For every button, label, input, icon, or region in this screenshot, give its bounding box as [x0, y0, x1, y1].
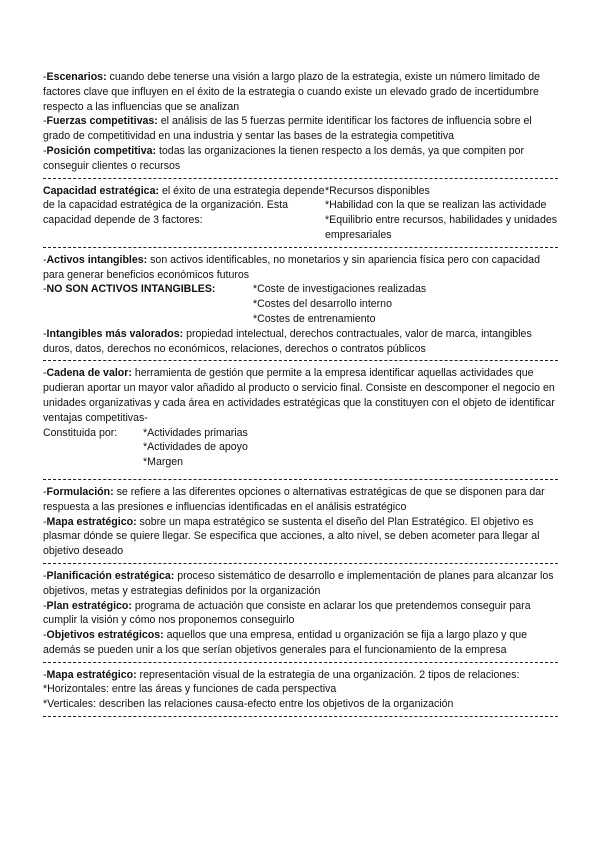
term-posicion: Posición competitiva: [46, 144, 157, 157]
separator [43, 178, 558, 179]
capacidad-definition [43, 184, 325, 243]
section-capacidad [43, 184, 558, 243]
term-activos: Activos intangibles: [46, 253, 148, 266]
list-item: *Equilibrio entre recursos, habilidades y unidades empresariales [325, 214, 558, 241]
paragraph-activos: -Activos intangibles: son activos identificables, no monetarios y sin apariencia física pero con capacidad para generar beneficios económicos futuros [43, 253, 540, 281]
list-item: *Margen [143, 456, 184, 469]
cadena-constituida [43, 426, 558, 470]
text-activos: son activos identificables, no monetarios y sin apariencia física pero con capacidad para generar beneficios económicos futuros [43, 253, 540, 281]
text-capacidad: el éxito de una estrategia depende de la capacidad estratégica de la organización. Esta capacidad depende de 3 factores: [43, 184, 325, 227]
term-mapa-relaciones: Mapa estratégico: [46, 668, 137, 681]
text-fuerzas: el análisis de las 5 fuerzas permite identificar los factores de influencia sobre el grado de competitividad en una industria y sentar las bases de la estrategia competitiva [43, 115, 532, 143]
list-item: *Actividades de apoyo [143, 441, 248, 454]
paragraph-plan: -Plan estratégico: programa de actuación que consiste en aclarar los que pretendemos conseguir para cumplir la visión y cómo nos proponemos conseguirlo [43, 599, 531, 627]
paragraph-fuerzas: -Fuerzas competitivas: el análisis de las 5 fuerzas permite identificar los factores de influencia sobre el grado de competitividad en una industria y sentar las bases de la estrategia competitiva [43, 115, 532, 143]
relation-line: *Verticales: describen las relaciones causa-efecto entre los objetivos de la organización [43, 698, 454, 711]
section-escenarios [43, 70, 558, 174]
section-mapa-relaciones [43, 668, 558, 712]
paragraph-mapa-relaciones: -Mapa estratégico: representación visual de la estrategia de una organización. 2 tipos de relaciones: [43, 668, 520, 681]
list-item: *Costes de entrenamiento [253, 312, 376, 325]
text-objetivos: aquellos que una empresa, entidad u organización se fija a largo plazo y que además se pueden unir a los que serían objetivos generales para el funcionamiento de la empresa [43, 629, 528, 656]
capacidad-factors-list [325, 184, 558, 243]
separator [43, 479, 558, 480]
term-no-son: NO SON ACTIVOS INTANGIBLES: [46, 283, 216, 296]
term-fuerzas: Fuerzas competitivas: [46, 115, 158, 128]
paragraph-cadena: -Cadena de valor: herramienta de gestión que permite a la empresa identificar aquellas actividades que pudieran aportar un mayor valor añadido al producto o servicio final. Consiste en descomponer el negocio en unidades organizativas y cada área en actividades estratégicas que la constituyen con el objeto de identificar ventajas competitivas- [43, 367, 555, 424]
paragraph-valorados: -Intangibles más valorados: propiedad intelectual, derechos contractuales, valor de marca, intangibles duros, datos, derechos no económicos, relaciones, derechos o contratos públicos [43, 327, 532, 355]
separator [43, 662, 558, 663]
list-item: *Coste de investigaciones realizadas [253, 283, 427, 296]
separator [43, 360, 558, 361]
section-formulacion [43, 485, 558, 559]
section-planificacion [43, 569, 558, 658]
term-mapa: Mapa estratégico: [46, 515, 137, 528]
term-valorados: Intangibles más valorados: [46, 327, 184, 340]
constituida-label: Constituida por: [43, 426, 118, 439]
text-mapa: sobre un mapa estratégico se sustenta el diseño del Plan Estratégico. El objetivo es plasmar dónde se quiere llegar. Se especifica que acciones, a alto nivel, se deben acometer para llegar al objetivo deseado [43, 515, 540, 558]
document-page [43, 70, 558, 722]
no-son-activos [43, 282, 558, 326]
separator [43, 247, 558, 248]
text-valorados: propiedad intelectual, derechos contractuales, valor de marca, intangibles duros, datos, derechos no económicos, relaciones, derechos o contratos públicos [43, 327, 532, 355]
no-son-label: -NO SON ACTIVOS INTANGIBLES: [43, 283, 216, 296]
list-item: *Habilidad con la que se realizan las actividade [325, 199, 547, 212]
term-cadena: Cadena de valor: [46, 367, 132, 380]
section-cadena [43, 366, 558, 470]
term-plan: Plan estratégico: [46, 599, 132, 612]
separator [43, 563, 558, 564]
text-posicion: todas las organizaciones la tienen respecto a los demás, ya que compiten por conseguir clientes o recursos [43, 144, 525, 172]
text-escenarios: cuando debe tenerse una visión a largo plazo de la estrategia, existe un número limitado de factores clave que influyen en el éxito de la estrategia o cuando existe un elevado grado de incertidumbre respecto a las influencias que se analizan [43, 71, 541, 113]
term-escenarios: Escenarios: [46, 71, 107, 83]
paragraph-objetivos: -Objetivos estratégicos: aquellos que una empresa, entidad u organización se fija a largo plazo y que además se pueden unir a los que serían objetivos generales para el funcionamiento de la empresa [43, 629, 528, 656]
paragraph-formulacion: -Formulación: se refiere a las diferentes opciones o alternativas estratégicas de que se disponen para dar respuesta a las presiones e influencias identificadas en el análisis estratégico [43, 485, 545, 513]
text-planificacion: proceso sistemático de desarrollo e implementación de planes para alcanzar los objetivos, metas y estrategias definidos por la organización [43, 569, 554, 597]
list-item: *Costes del desarrollo interno [253, 298, 392, 311]
paragraph-escenarios: -Escenarios: cuando debe tenerse una visión a largo plazo de la estrategia, existe un número limitado de factores clave que influyen en el éxito de la estrategia o cuando existe un elevado grado de incertidumbre respecto a las influencias que se analizan [43, 71, 541, 113]
term-capacidad: Capacidad estratégica: [43, 184, 159, 197]
list-item: *Recursos disponibles [325, 184, 430, 197]
section-activos [43, 253, 558, 357]
term-formulacion: Formulación: [46, 485, 114, 498]
text-cadena: herramienta de gestión que permite a la empresa identificar aquellas actividades que pudieran aportar un mayor valor añadido al producto o servicio final. Consiste en descomponer el negocio en unidades organizativas y cada área en actividades estratégicas que la constituyen con el objeto de identificar ventajas competitivas- [43, 367, 555, 424]
text-formulacion: se refiere a las diferentes opciones o alternativas estratégicas de que se disponen para dar respuesta a las presiones e influencias identificadas en el análisis estratégico [43, 485, 545, 513]
list-item: *Actividades primarias [143, 426, 248, 439]
cadena-list [143, 426, 558, 470]
term-planificacion: Planificación estratégica: [46, 569, 175, 582]
term-objetivos: Objetivos estratégicos: [46, 629, 164, 642]
relation-line: *Horizontales: entre las áreas y funciones de cada perspectiva [43, 683, 337, 696]
no-son-list [253, 282, 558, 326]
paragraph-mapa: -Mapa estratégico: sobre un mapa estratégico se sustenta el diseño del Plan Estratégico. El objetivo es plasmar dónde se quiere llegar. Se especifica que acciones, a alto nivel, se deben acometer para llegar al objetivo deseado [43, 515, 540, 558]
text-mapa-relaciones: representación visual de la estrategia de una organización. 2 tipos de relaciones: [136, 668, 520, 681]
paragraph-planificacion: -Planificación estratégica: proceso sistemático de desarrollo e implementación de planes para alcanzar los objetivos, metas y estrategias definidos por la organización [43, 569, 554, 597]
separator [43, 716, 558, 717]
paragraph-posicion: -Posición competitiva: todas las organizaciones la tienen respecto a los demás, ya que compiten por conseguir clientes o recursos [43, 144, 525, 172]
text-plan: programa de actuación que consiste en aclarar los que pretendemos conseguir para cumplir la visión y cómo nos proponemos conseguirlo [43, 599, 531, 627]
